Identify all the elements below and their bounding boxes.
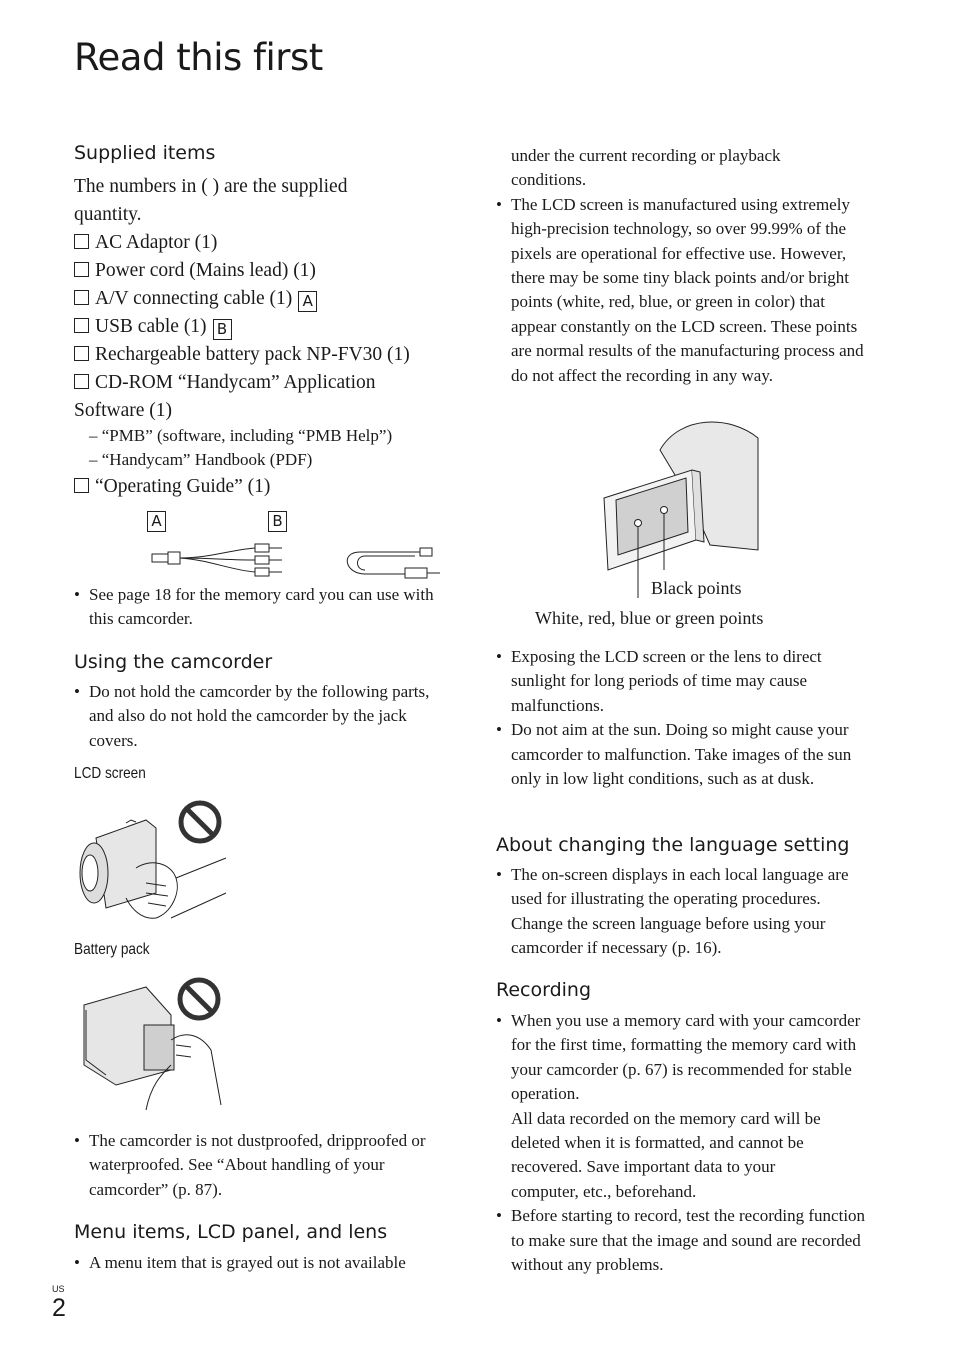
supplied-items-heading: Supplied items — [74, 142, 216, 164]
menu-list-more — [496, 645, 866, 791]
language-heading: About changing the language setting — [496, 834, 850, 856]
using-list — [74, 680, 434, 753]
figure-label-b: B — [268, 511, 287, 532]
recording-list — [496, 1009, 866, 1277]
recording-heading: Recording — [496, 979, 592, 1001]
page-title: Read this first — [74, 36, 323, 79]
list-item: • A menu item that is grayed out is not available — [74, 1251, 454, 1275]
checkbox-icon — [74, 346, 89, 361]
prohibited-icon — [180, 980, 218, 1018]
list-item: • The camcorder is not dustproofed, dripproofed or waterproofed. See “About handling of your camcorder” (p. 87). — [74, 1131, 426, 1199]
bullet-icon: • — [74, 1253, 80, 1272]
list-item: • When you use a memory card with your camcorder for the first time, formatting the memory card with your camcorder (p. 67) is recommended for stable operation. — [496, 1011, 861, 1104]
supplied-item-battery: Rechargeable battery pack NP-FV30 (1) — [74, 341, 410, 369]
page-number: 2 — [52, 1294, 66, 1322]
bullet-icon: • — [496, 865, 502, 884]
figure-label-a: A — [147, 511, 166, 532]
figure-label-black-points: Black points — [651, 578, 742, 598]
checkbox-icon — [74, 374, 89, 389]
label-b-icon: B — [213, 319, 232, 340]
subitem-pmb: – “PMB” (software, including “PMB Help”) — [89, 426, 393, 445]
subitem-handbook: – “Handycam” Handbook (PDF) — [89, 450, 313, 469]
checkbox-icon — [74, 234, 89, 249]
checkbox-icon — [74, 318, 89, 333]
list-item: • Do not aim at the sun. Doing so might cause your camcorder to malfunction. Take images of the sun only in low light conditions, such as at dusk. — [496, 720, 852, 789]
figure-label-white-points: White, red, blue or green points — [535, 608, 764, 628]
bullet-icon: • — [74, 1131, 80, 1150]
list-item: • The LCD screen is manufactured using extremely high-precision technology, so over 99.99% of the pixels are operational for effective use. However, there may be some tiny black points and/or bright points (white, red, blue, or green in color) that appear constantly on the LCD screen. These points are normal results of the manufacturing process and do not affect the recording in any way. — [496, 194, 864, 385]
camcorder-lcd-hold-illustration — [76, 798, 236, 928]
caption-lcd-screen: LCD screen — [74, 765, 146, 782]
supplied-item-operating-guide: “Operating Guide” (1) — [74, 473, 270, 501]
list-item: under the current recording or playback conditions. — [511, 146, 781, 190]
supplied-item-power-cord: Power cord (Mains lead) (1) — [74, 257, 316, 285]
list-item: • See page 18 for the memory card you can use with this camcorder. — [74, 585, 434, 629]
checkbox-icon — [74, 262, 89, 277]
bullet-icon: • — [496, 1011, 502, 1030]
cables-illustration — [150, 540, 450, 580]
label-a-icon: A — [298, 291, 317, 312]
menu-list-start — [74, 1251, 454, 1275]
list-item-continuation: All data recorded on the memory card will be deleted when it is formatted, and cannot be recovered. Save important data to your computer, etc., beforehand. — [511, 1108, 821, 1201]
supplied-item-av-cable: A/V connecting cable (1) A — [74, 285, 317, 313]
bullet-icon: • — [496, 194, 502, 214]
camcorder-battery-hold-illustration — [76, 975, 236, 1115]
menu-list-cont — [496, 144, 866, 388]
using-camcorder-heading: Using the camcorder — [74, 651, 273, 673]
checkbox-icon — [74, 478, 89, 493]
lcd-points-illustration — [600, 420, 760, 580]
page-region: US — [52, 1284, 65, 1294]
using-list-2 — [74, 1129, 444, 1202]
bullet-icon: • — [496, 720, 502, 740]
supplied-item-ac-adaptor: AC Adaptor (1) — [74, 229, 217, 257]
bullet-icon: • — [74, 682, 80, 701]
list-item: • The on-screen displays in each local language are used for illustrating the operating procedures. Change the screen language before using your camcorder if necessary (p. 16). — [496, 865, 849, 958]
bullet-icon: • — [496, 647, 502, 666]
caption-battery-pack: Battery pack — [74, 941, 150, 958]
list-item: • Exposing the LCD screen or the lens to direct sunlight for long periods of time may cause malfunctions. — [496, 647, 822, 715]
language-list — [496, 863, 866, 961]
menu-items-heading: Menu items, LCD panel, and lens — [74, 1221, 388, 1243]
supplied-intro: The numbers in ( ) are the supplied quantity. — [74, 176, 348, 225]
bullet-icon: • — [74, 585, 80, 604]
bullet-icon: • — [496, 1206, 502, 1226]
supplied-item-cdrom: CD-ROM “Handycam” Application Software (1) — [74, 372, 376, 421]
checkbox-icon — [74, 290, 89, 305]
supplied-item-usb-cable: USB cable (1) B — [74, 313, 232, 341]
supplied-note-list — [74, 583, 434, 632]
list-item: • Do not hold the camcorder by the following parts, and also do not hold the camcorder by the jack covers. — [74, 682, 430, 750]
list-item: • Before starting to record, test the recording function to make sure that the image and sound are recorded without any problems. — [496, 1206, 866, 1275]
prohibited-icon — [181, 803, 219, 841]
